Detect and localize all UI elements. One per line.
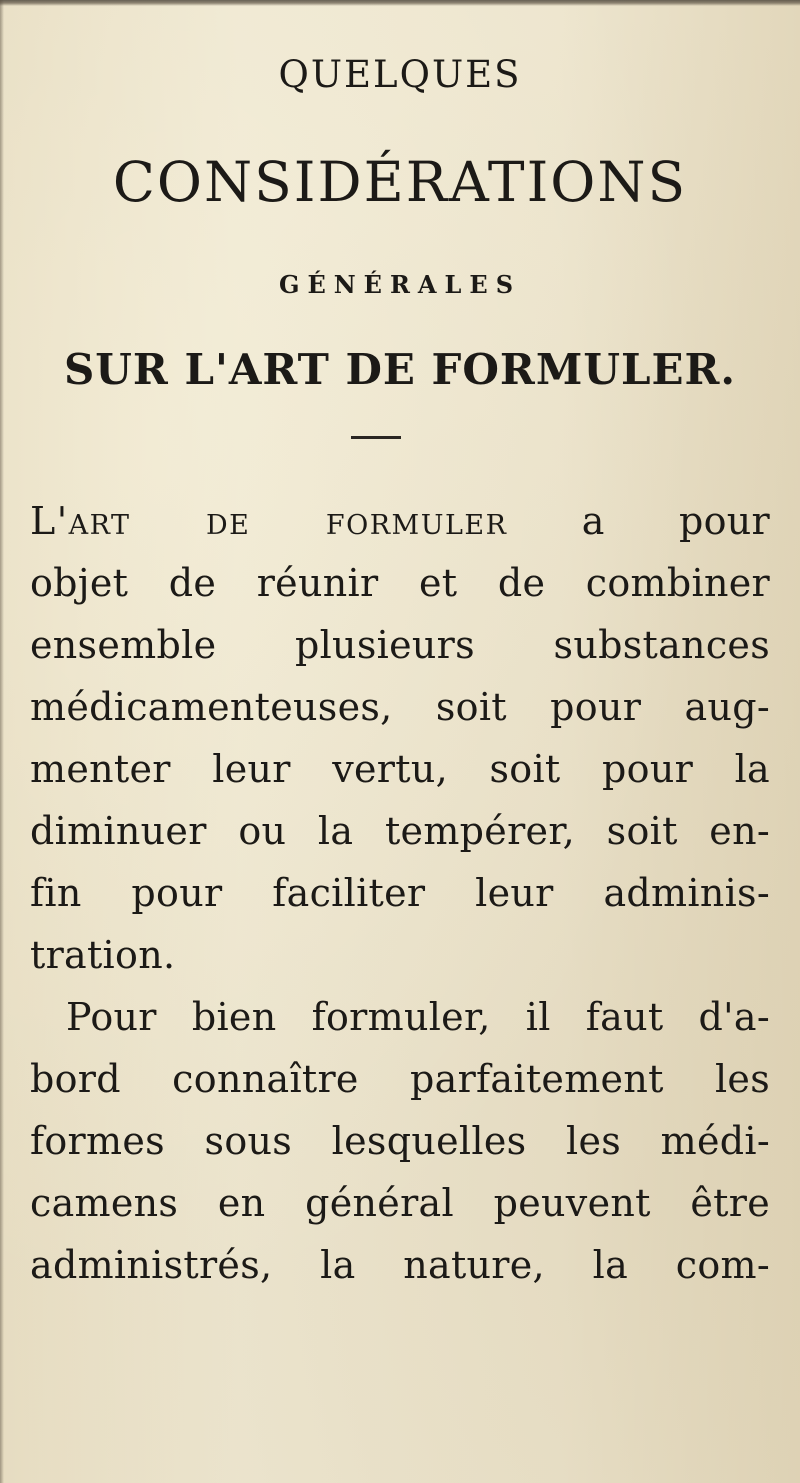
paragraph-1-line-7: fin pour faciliter leur adminis- — [30, 871, 770, 915]
heading-line-4: SUR L'ART DE FORMULER. — [63, 345, 737, 394]
line-1-rest: a pour — [507, 499, 770, 543]
paragraph-1-line-3: ensemble plusieurs substances — [30, 623, 770, 667]
page-top-edge — [0, 0, 800, 6]
heading-line-1: QUELQUES — [278, 53, 522, 96]
paragraph-2-line-4: camens en général peuvent être — [30, 1181, 770, 1225]
page-left-edge — [0, 0, 4, 1483]
paragraph-2-line-2: bord connaître parfaitement les — [30, 1057, 770, 1101]
paragraph-2-line-1: Pour bien formuler, il faut d'a- — [66, 995, 770, 1039]
section-divider — [351, 436, 401, 439]
lead-words: L'art de formuler — [30, 499, 508, 543]
paragraph-1-line-4: médicamenteuses, soit pour aug- — [30, 685, 770, 729]
paragraph-1-line-8: tration. — [30, 933, 176, 977]
heading-line-3: GÉNÉRALES — [278, 270, 522, 299]
paragraph-1-line-5: menter leur vertu, soit pour la — [30, 747, 770, 791]
paragraph-2-line-5: administrés, la nature, la com- — [30, 1243, 770, 1287]
paragraph-1-line-1 — [30, 490, 770, 552]
paragraph-1-line-6: diminuer ou la tempérer, soit en- — [30, 809, 770, 853]
body-text — [30, 490, 770, 1296]
paragraph-2-line-3: formes sous lesquelles les médi- — [30, 1119, 770, 1163]
heading-line-2: CONSIDÉRATIONS — [112, 150, 688, 214]
paragraph-1-line-2: objet de réunir et de combiner — [30, 561, 770, 605]
